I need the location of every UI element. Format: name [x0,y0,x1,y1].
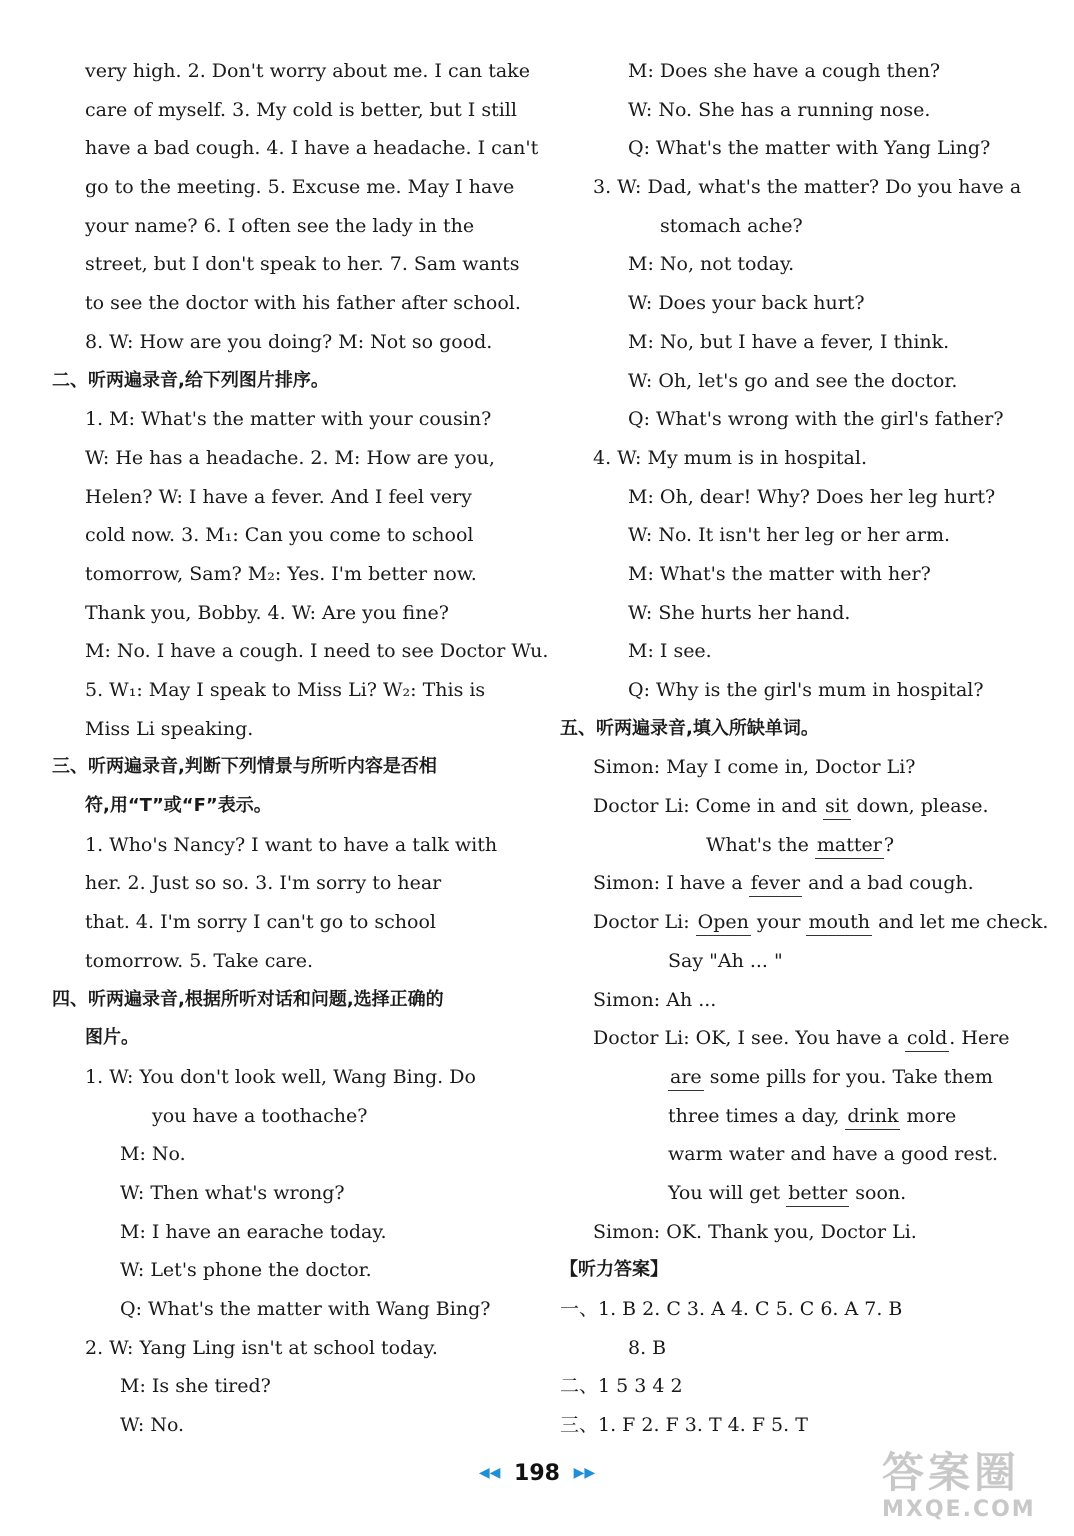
answer-blank: cold [905,1025,949,1052]
dialogue-text: some pills for you. Take them [703,1065,993,1088]
left-column [52,52,549,1445]
text-line: W: Does your back hurt? [628,292,865,315]
right-column [560,52,1050,1445]
watermark-top: 答案圈 [882,1448,1021,1497]
text-line: M: Does she have a cough then? [628,60,941,82]
dialogue-text: and a bad cough. [802,872,974,895]
dialogue-text: Doctor Li: [593,911,696,934]
text-line: Q: What's the matter with Yang Ling? [628,137,991,160]
text-line: 8. W: How are you doing? M: Not so good. [85,330,493,353]
dialogue-line [560,942,1050,981]
dialogue-text: . Here [949,1027,1010,1050]
answer-blank: drink [845,1103,900,1130]
text-line: 2. W: Yang Ling isn't at school today. [85,1336,438,1359]
next-page-arrows-icon[interactable]: ▶▶ [573,1465,596,1481]
answer-blank: are [668,1064,704,1091]
answer-blank: mouth [806,909,872,936]
text-line: 3. W: Dad, what's the matter? Do you have a [593,176,1022,199]
dialogue-text: soon. [849,1181,907,1204]
text-line: 一、1. B 2. C 3. A 4. C 5. C 6. A 7. B [560,1298,903,1320]
text-line: M: No, not today. [628,253,795,276]
dialogue-text: your [750,911,807,934]
text-line: 8. B [628,1336,667,1359]
text-line: that. 4. I'm sorry I can't go to school [85,911,436,934]
dialogue-text: Simon: I have a [593,872,749,895]
section-heading: 图片。 [85,1027,139,1049]
text-line: 4. W: My mum is in hospital. [593,446,867,469]
dialogue-line [560,864,1050,903]
dialogue-line [560,903,1050,942]
dialogue-text: Doctor Li: Come in and [593,795,824,818]
text-line: go to the meeting. 5. Excuse me. May I have [85,176,515,199]
text-line: tomorrow. 5. Take care. [85,949,314,972]
text-line: M: I see. [628,640,712,663]
text-line: Q: What's wrong with the girl's father? [628,408,1004,431]
text-line: W: No. She has a running nose. [628,98,931,121]
answer-blank: better [786,1180,849,1207]
text-line: M: I have an earache today. [120,1220,387,1243]
text-line: W: Oh, let's go and see the doctor. [628,369,958,392]
right-dialogue [560,52,1050,748]
text-line: W: He has a headache. 2. M: How are you, [85,446,495,469]
text-line: your name? 6. I often see the lady in the [85,214,475,237]
answers-list [560,1290,1050,1445]
text-line: W: Let's phone the doctor. [120,1259,372,1282]
dialogue-line [560,981,1050,1020]
text-line: very high. 2. Don't worry about me. I can take [85,60,530,82]
answer-blank: Open [696,909,751,936]
answers-heading: 【听力答案】 [560,1259,668,1281]
text-line: you have a toothache? [152,1104,368,1127]
dialogue-text: What's the [706,833,815,856]
text-line: M: What's the matter with her? [628,562,931,585]
text-line: Q: What's the matter with Wang Bing? [120,1298,491,1320]
text-line: 1. M: What's the matter with your cousin? [85,408,492,431]
answer-blank: sit [823,793,850,820]
text-line: 1. Who's Nancy? I want to have a talk with [85,833,498,856]
dialogue-text: You will get [668,1181,787,1204]
text-line: care of myself. 3. My cold is better, but I still [85,98,517,121]
text-line: have a bad cough. 4. I have a headache. I can't [85,137,539,160]
watermark-logo [882,1448,1052,1528]
text-line: M: No, but I have a fever, I think. [628,330,950,353]
dialogue-line [560,1174,1050,1213]
text-line: her. 2. Just so so. 3. I'm sorry to hear [85,872,442,895]
section-heading: 四、听两遍录音,根据所听对话和问题,选择正确的 [52,988,444,1010]
text-line: cold now. 3. M₁: Can you come to school [85,524,474,547]
text-line: Helen? W: I have a fever. And I feel very [85,485,472,508]
text-line: M: Oh, dear! Why? Does her leg hurt? [628,485,996,508]
fill-in-dialogue [560,748,1050,1251]
text-line: W: She hurts her hand. [628,601,851,624]
dialogue-line [560,1019,1050,1058]
dialogue-text: Simon: OK. Thank you, Doctor Li. [593,1220,917,1243]
text-line: Miss Li speaking. [85,717,254,740]
dialogue-text: and let me check. [872,911,1049,934]
dialogue-text: Simon: Ah ... [593,988,717,1011]
text-line: 5. W₁: May I speak to Miss Li? W₂: This is [85,679,486,701]
dialogue-line [560,1058,1050,1097]
watermark-bottom: MXQE.COM [882,1497,1036,1522]
dialogue-text: more [900,1104,957,1127]
text-line: 1. W: You don't look well, Wang Bing. Do [85,1065,476,1088]
text-line: W: Then what's wrong? [120,1181,345,1204]
text-line: 二、1 5 3 4 2 [560,1375,683,1398]
text-line: tomorrow, Sam? M₂: Yes. I'm better now. [85,562,477,585]
dialogue-text: warm water and have a good rest. [668,1143,999,1166]
dialogue-line [560,826,1050,865]
text-line: stomach ache? [660,214,803,237]
section-heading: 三、听两遍录音,判断下列情景与所听内容是否相 [52,756,437,778]
prev-page-arrows-icon[interactable]: ◀◀ [478,1465,501,1481]
section-heading: 二、听两遍录音,给下列图片排序。 [52,369,329,391]
dialogue-text: Doctor Li: OK, I see. You have a [593,1027,905,1050]
dialogue-text: Say "Ah ... " [668,949,783,972]
text-line: W: No. It isn't her leg or her arm. [628,524,951,547]
dialogue-line [560,1213,1050,1252]
section-heading: 符,用“T”或“F”表示。 [85,795,272,817]
text-line: M: Is she tired? [120,1375,271,1398]
page-number: 198 [514,1460,560,1486]
text-line: street, but I don't speak to her. 7. Sam wants [85,253,520,276]
text-line: W: No. [120,1414,185,1437]
text-line: M: No. [120,1143,186,1166]
answer-blank: matter [815,832,884,859]
text-line: Thank you, Bobby. 4. W: Are you fine? [85,601,449,624]
answer-blank: fever [749,870,802,897]
dialogue-line [560,787,1050,826]
text-line: 三、1. F 2. F 3. T 4. F 5. T [560,1414,808,1437]
dialogue-text: three times a day, [668,1104,846,1127]
dialogue-line [560,1135,1050,1174]
section-heading: 五、听两遍录音,填入所缺单词。 [560,717,819,739]
text-line: M: No. I have a cough. I need to see Doctor Wu. [85,640,549,663]
dialogue-line [560,748,1050,787]
dialogue-text: down, please. [850,795,989,818]
dialogue-text: Simon: May I come in, Doctor Li? [593,756,916,779]
text-line: to see the doctor with his father after school. [85,292,521,315]
dialogue-text: ? [883,833,895,856]
text-line: Q: Why is the girl's mum in hospital? [628,679,984,701]
dialogue-line [560,1097,1050,1136]
